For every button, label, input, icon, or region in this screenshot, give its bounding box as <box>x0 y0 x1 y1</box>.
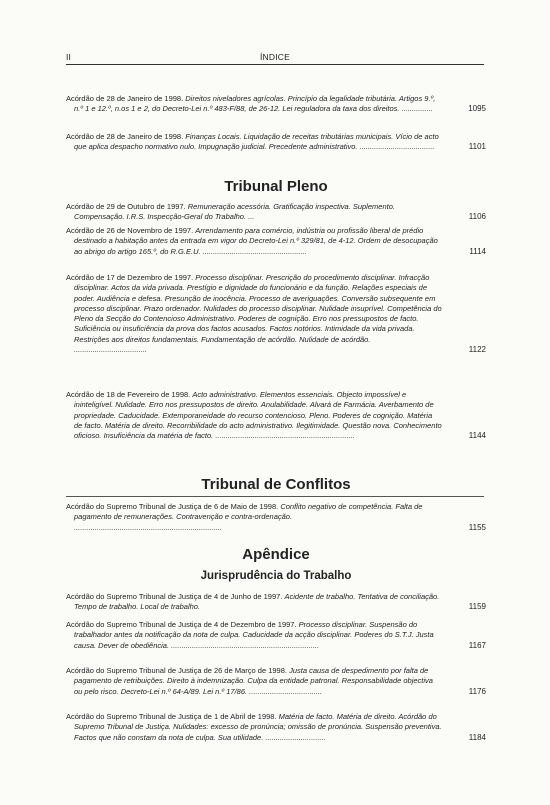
index-entry[interactable] <box>66 666 486 697</box>
entry-page-number: 1155 <box>468 522 486 532</box>
entry-text <box>66 712 442 743</box>
entry-topics: Arrendamento para comércio, indústria ou profissão liberal de prédio destinado a habitação antes da entrada em vigor do Decreto-Lei n.º 329/81, de 4-12. Ordem de desocupação ao abrigo do artigo 165.º, do R.G.E.U. .................................................. <box>74 226 438 256</box>
index-entry[interactable] <box>66 502 486 533</box>
entry-lead: Acórdão de 18 de Fevereiro de 1998. <box>66 390 193 399</box>
entry-text <box>66 620 442 651</box>
index-entry[interactable] <box>66 202 486 223</box>
entry-page-number: 1106 <box>468 212 486 222</box>
entry-topics: Acto administrativo. Elementos essenciais. Objecto impossível e ininteligível. Nulidade. Erro nos pressupostos de direito. Anulabilidade. Alvará de Farmácia. Averbamento de propriedade. Caducidade. Extemporaneidade do recurso contencioso. Pleno. Poderes de cognição. Matéria de facto. Matéria de direito. Recorribilidade do acto administrativo. Ilegitimidade. Questão nova. Conhecimento oficioso. Insuficiência da matéria de facto. ................................................................... <box>74 390 442 441</box>
index-entry[interactable] <box>66 712 486 743</box>
entry-text <box>66 592 442 613</box>
entry-topics: Direitos niveladores agrícolas. Princípio da legalidade tributária. Artigos 9.º, n.º 1 e 12.º, n.os 1 e 2, do Decreto-Lei n.º 483-F/88, de 26-12. Lei reguladora da taxa dos direitos. ............... <box>74 94 436 114</box>
entry-text <box>66 226 442 257</box>
entry-topics: Finanças Locais. Liquidação de receitas tributárias municipais. Vício de acto que aplica despacho normativo nulo. Impugnação judicial. Precedente administrativo. .................................... <box>74 132 439 152</box>
entry-lead: Acórdão de 28 de Janeiro de 1998. <box>66 94 186 103</box>
entry-text <box>66 132 442 153</box>
index-entry[interactable] <box>66 390 486 441</box>
entry-page-number: 1101 <box>468 142 486 152</box>
index-entry[interactable] <box>66 273 486 355</box>
page-title: ÍNDICE <box>259 52 290 62</box>
entry-text <box>66 202 442 223</box>
entry-lead: Acórdão do Supremo Tribunal de Justiça de 4 de Junho de 1997. <box>66 592 285 601</box>
entry-lead: Acórdão de 26 de Novembro de 1997. <box>66 226 196 235</box>
section-heading-apendice: Apêndice <box>242 546 310 563</box>
entry-lead: Acórdão do Supremo Tribunal de Justiça de 1 de Abril de 1998. <box>66 712 279 721</box>
entry-topics: Conflito negativo de competência. Falta de pagamento de remunerações. Contravenção e contra-ordenação. ....................................................................... <box>74 502 423 532</box>
index-entry[interactable] <box>66 94 486 115</box>
entry-lead: Acórdão de 29 de Outubro de 1997. <box>66 202 188 211</box>
entry-topics: Processo disciplinar. Suspensão do trabalhador antes da notificação da nota de culpa. Caducidade da acção disciplinar. Poderes do S.T.J. Justa causa. Dever de obediência. ....................................................................... <box>74 620 434 650</box>
index-entry[interactable] <box>66 226 486 257</box>
header-rule <box>66 64 484 65</box>
entry-page-number: 1176 <box>468 686 486 696</box>
entry-page-number: 1159 <box>468 602 486 612</box>
entry-topics: Justa causa de despedimento por falta de pagamento de retribuições. Direito à indemnização. Culpa da entidade patronal. Responsabilidade objectiva ou pelo risco. Decreto-Lei n.º 64-A/89. Lei n.º 17/86. ................................... <box>74 666 433 696</box>
entry-text <box>66 666 442 697</box>
entry-lead: Acórdão de 28 de Janeiro de 1998. <box>66 132 186 141</box>
entry-page-number: 1122 <box>468 345 486 355</box>
entry-text <box>66 502 442 533</box>
entry-topics: Processo disciplinar. Prescrição do procedimento disciplinar. Infracção disciplinar. Actos da vida privada. Prestígio e dignidade do funcionário e da função. Relações especiais de poder. Audiência e defesa. Presunção de inocência. Processo de averiguações. Conversão subsequente em processo disciplinar. Prazo ordenador. Nulidades do processo disciplinar. Nulidade insuprível. Competência do Pleno da Secção do Contencioso Administrativo. Poderes de cognição. Erro nos pressupostos de facto. Suficiência ou insuficiência da prova dos factos acusados. Factos notórios. Intimidade da vida privada. Restrições aos direitos fundamentais. Fundamentação de acórdão. Nulidade de acórdão. ................................... <box>74 273 442 355</box>
entry-page-number: 1144 <box>468 431 486 441</box>
entry-topics: Matéria de facto. Matéria de direito. Acórdão do Supremo Tribunal de Justiça. Nulidades: excesso de pronúncia; omissão de pronúncia. Suspensão preventiva. Factos que não constam da nota de culpa. Sua utilidade. ............................. <box>74 712 442 742</box>
section-heading-pleno: Tribunal Pleno <box>224 178 328 195</box>
entry-text <box>66 94 442 115</box>
entry-page-number: 1095 <box>468 104 486 114</box>
entry-lead: Acórdão de 17 de Dezembro de 1997. <box>66 273 196 282</box>
entry-topics: Remuneração acessória. Gratificação inspectiva. Suplemento. Compensação. I.R.S. Inspecção-Geral do Trabalho. ... <box>74 202 395 222</box>
index-entry[interactable] <box>66 620 486 651</box>
index-entry[interactable] <box>66 592 486 613</box>
entry-page-number: 1184 <box>468 732 486 742</box>
entry-topics: Acidente de trabalho. Tentativa de conciliação. Tempo de trabalho. Local de trabalho. <box>74 592 440 612</box>
section-subheading-jurisprudencia: Jurisprudência do Trabalho <box>200 570 352 582</box>
page-folio: II <box>66 52 72 62</box>
entry-text <box>66 273 442 355</box>
section-heading-conflitos: Tribunal de Conflitos <box>201 476 351 493</box>
entry-page-number: 1114 <box>469 246 486 256</box>
section-divider <box>66 496 484 497</box>
page-header <box>66 50 484 64</box>
entry-lead: Acórdão do Supremo Tribunal de Justiça de 4 de Dezembro de 1997. <box>66 620 299 629</box>
entry-text <box>66 390 442 441</box>
entry-lead: Acórdão do Supremo Tribunal de Justiça de 26 de Março de 1998. <box>66 666 290 675</box>
entry-lead: Acórdão do Supremo Tribunal de Justiça de 6 de Maio de 1998. <box>66 502 281 511</box>
entry-page-number: 1167 <box>468 640 486 650</box>
index-entry[interactable] <box>66 132 486 153</box>
